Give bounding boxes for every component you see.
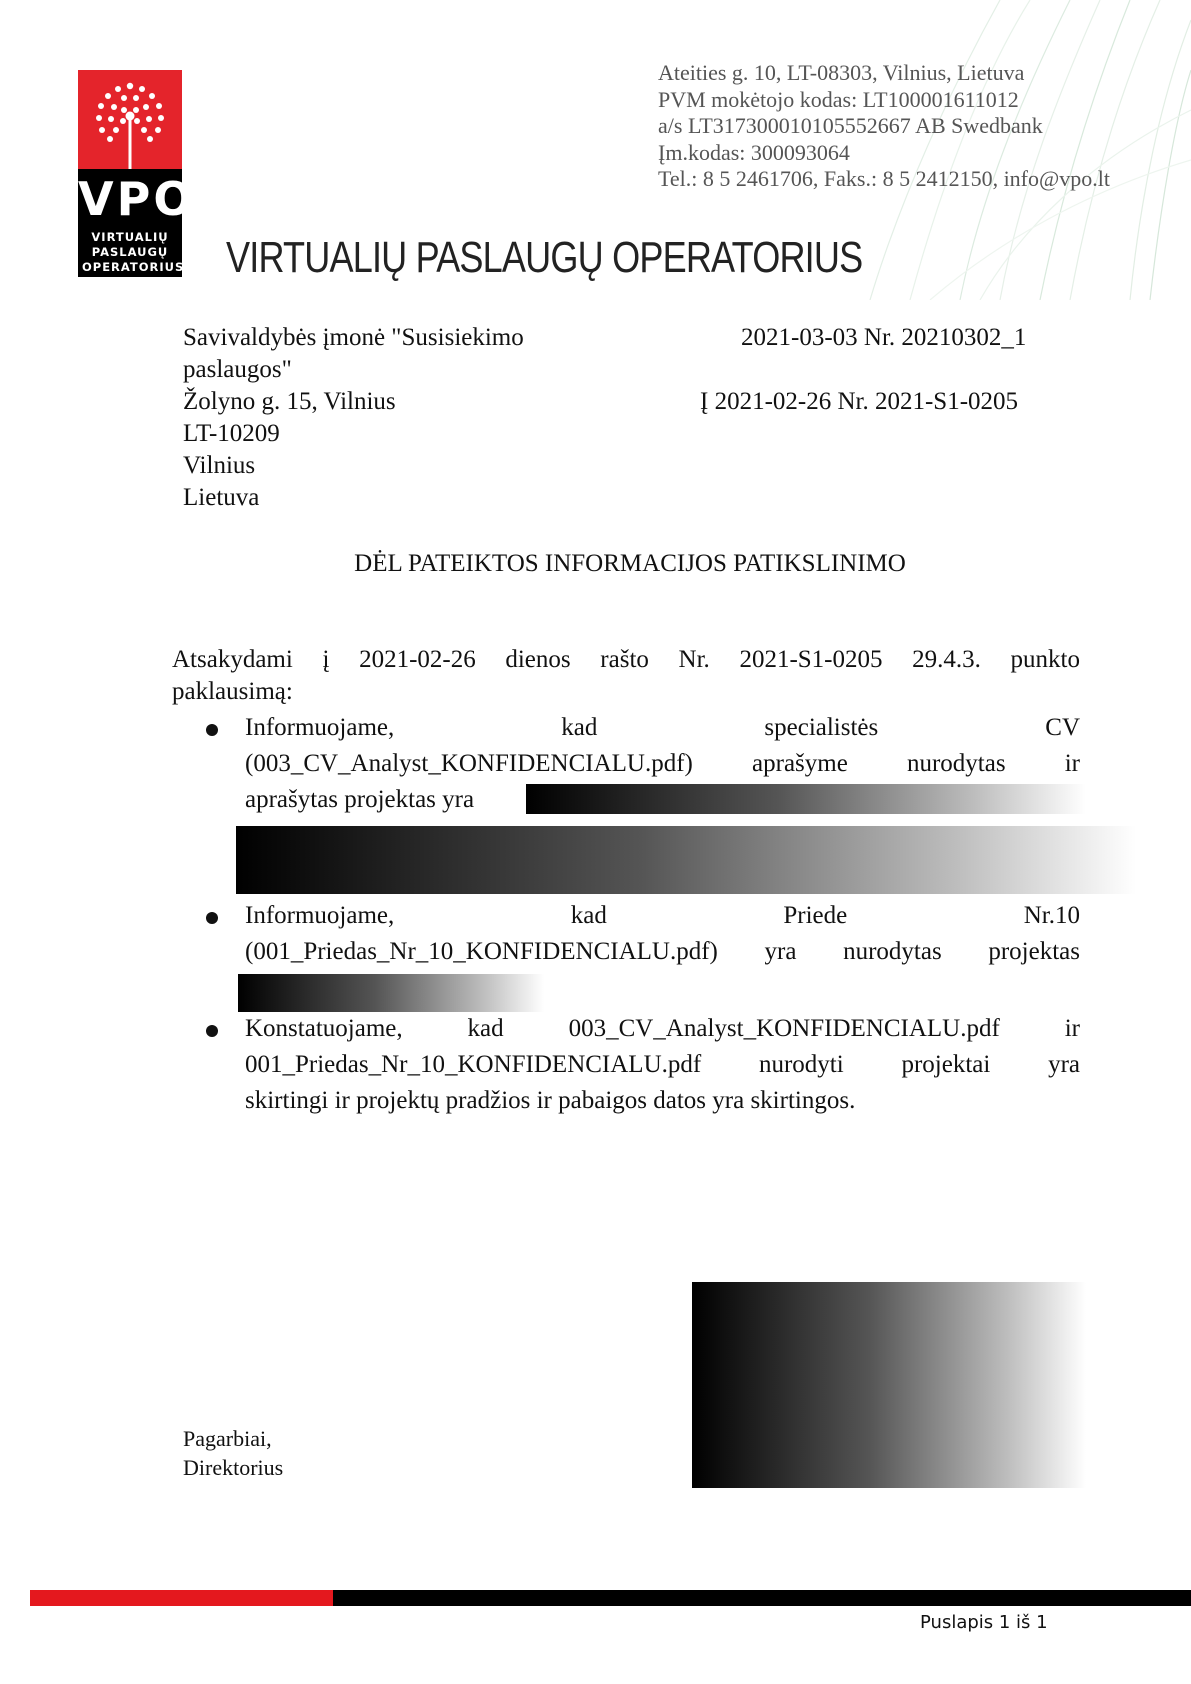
logo-dots-icon	[78, 70, 182, 169]
bullet-line: 001_Priedas_Nr_10_KONFIDENCIALU.pdf nurodyti projektai yra	[245, 1051, 1080, 1078]
intro-paragraph	[172, 644, 1080, 680]
recipient-line: paslaugos"	[183, 356, 292, 383]
bullet-line: Konstatuojame, kad 003_CV_Analyst_KONFIDENCIALU.pdf ir	[245, 1015, 1080, 1042]
recipient-line: LT-10209	[183, 420, 280, 447]
logo-vpo-text: VPO	[78, 172, 196, 226]
bullet-icon	[206, 912, 218, 924]
redaction-block	[238, 974, 544, 1012]
header-bank-account: a/s LT317300010105552667 AB Swedbank	[658, 113, 1043, 138]
footer-bar	[333, 1590, 1191, 1606]
header-company-code: Įm.kodas: 300093064	[658, 139, 850, 165]
recipient-line: Vilnius	[183, 452, 256, 479]
bullet-line: aprašytas projektas yra	[245, 786, 475, 813]
company-logo	[78, 70, 196, 277]
bullet-line: (001_Priedas_Nr_10_KONFIDENCIALU.pdf) yra nurodytas projektas	[245, 938, 1080, 965]
reply-to-reference: Į 2021-02-26 Nr. 2021-S1-0205	[700, 388, 1019, 415]
signature-redaction	[692, 1282, 1086, 1488]
header-phone-email: Tel.: 8 5 2461706, Faks.: 8 5 2412150, info@vpo.lt	[658, 166, 1110, 191]
recipient-line: Lietuva	[183, 484, 260, 511]
letter-date-number: 2021-03-03 Nr. 20210302_1	[741, 324, 1027, 351]
bullet-line: Informuojame, kad specialistės CV	[245, 714, 1080, 741]
closing-block	[183, 1424, 283, 1482]
closing-title: Direktorius	[183, 1455, 284, 1480]
logo-line: OPERATORIUS	[82, 260, 185, 274]
company-name: VIRTUALIŲ PASLAUGŲ OPERATORIUS	[226, 233, 863, 282]
intro-line: Atsakydami į 2021-02-26 dienos rašto Nr. 2021-S1-0205 29.4.3. punkto	[172, 646, 1080, 673]
page-number: Puslapis 1 iš 1	[920, 1612, 1048, 1633]
recipient-address	[183, 322, 524, 514]
bullet-item-3	[245, 1013, 1080, 1121]
redaction-block	[526, 784, 1086, 814]
closing-greeting: Pagarbiai,	[183, 1426, 272, 1451]
redaction-block	[236, 826, 1136, 894]
header-address: Ateities g. 10, LT-08303, Vilnius, Lietuva	[658, 60, 1025, 85]
bullet-line: Informuojame, kad Priede Nr.10	[245, 902, 1080, 929]
logo-emblem	[78, 70, 182, 169]
bullet-line: skirtingi ir projektų pradžios ir pabaigos datos yra skirtingos.	[245, 1087, 856, 1114]
logo-line: VIRTUALIŲ	[91, 230, 169, 244]
header-vat-code: PVM mokėtojo kodas: LT100001611012	[658, 86, 1019, 112]
logo-line: PASLAUGŲ	[91, 245, 169, 259]
intro-line: paklausimą:	[172, 678, 293, 705]
bullet-icon	[206, 724, 218, 736]
footer-accent-bar	[30, 1590, 333, 1606]
recipient-line: Žolyno g. 15, Vilnius	[183, 388, 396, 415]
bullet-icon	[206, 1025, 218, 1037]
letter-subject: DĖL PATEIKTOS INFORMACIJOS PATIKSLINIMO	[354, 550, 906, 577]
header-contact-info	[658, 60, 1110, 193]
recipient-line: Savivaldybės įmonė "Susisiekimo	[183, 324, 524, 351]
bullet-line: (003_CV_Analyst_KONFIDENCIALU.pdf) aprašyme nurodytas ir	[245, 750, 1080, 777]
bullet-item-2	[245, 900, 1080, 972]
